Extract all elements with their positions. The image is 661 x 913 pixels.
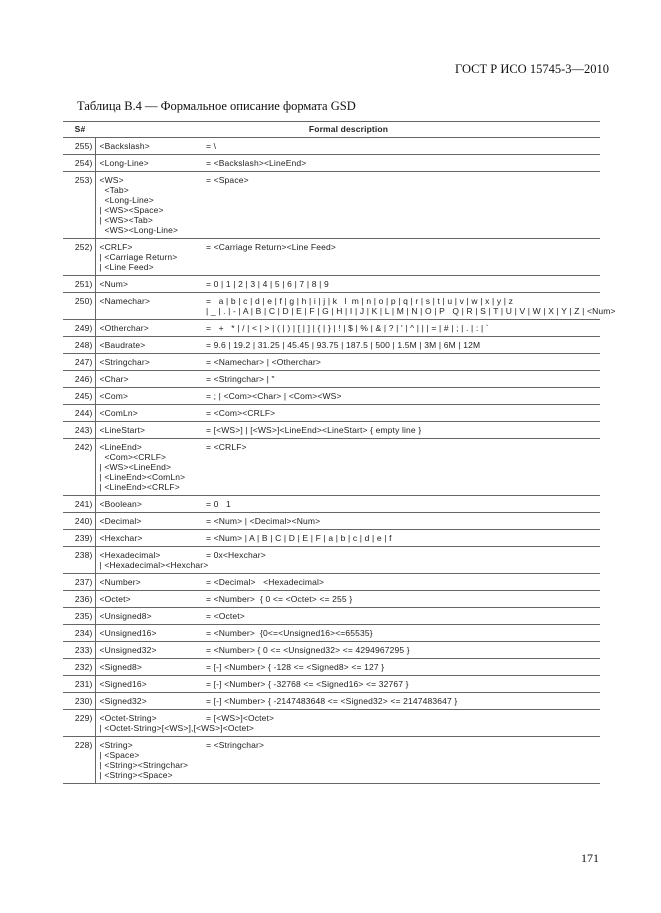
rule-name-line: <Unsigned8> — [99, 611, 152, 621]
rule-number: 247) — [63, 354, 95, 371]
rule-number: 228) — [63, 737, 95, 784]
rule-definition-line: = ; | <Com><Char> | <Com><WS> — [206, 391, 342, 401]
rule-definition-cell — [202, 496, 600, 513]
rule-definition-line: | _ | . | - | A | B | C | D | E | F | G | H | I | J | K | L | M | N | O | P Q | R | S | T | U | V | W | X | Y | Z | <Num> — [206, 306, 616, 316]
rule-definition-line: = <Backslash><LineEnd> — [206, 158, 307, 168]
rule-definition-line: = \ — [206, 141, 217, 151]
rule-definition-line: = <Com><CRLF> — [206, 408, 276, 418]
rule-definition-line: = [-] <Number> { -2147483648 <= <Signed32> <= 2147483647 } — [206, 696, 458, 706]
rule-name-line: <Backslash> — [99, 141, 150, 151]
rule-name-line: <Number> — [99, 577, 141, 587]
rule-number: 231) — [63, 676, 95, 693]
rule-definition-line: = [<WS>] | [<WS>]<LineEnd><LineStart> { empty line } — [206, 425, 422, 435]
rule-name-line: <Octet-String> — [99, 713, 157, 723]
rule-name-line: | <String><Space> — [99, 770, 173, 780]
rule-name-cell — [95, 405, 202, 422]
rule-number: 252) — [63, 239, 95, 276]
rule-name-cell — [95, 439, 202, 496]
rule-name-line: <Long-Line> — [99, 195, 154, 205]
rule-number: 243) — [63, 422, 95, 439]
rule-name-line: <Long-Line> — [99, 158, 149, 168]
page-number: 171 — [581, 851, 599, 865]
rule-name-line: | <Space> — [99, 750, 140, 760]
table-row — [63, 276, 600, 293]
rule-definition-line: = + * | / | < | > | ( | ) | [ | ] | { | } | ! | $ | % | & | ? | ' | ^ | | | = | # | ; | . | : | ` — [206, 323, 489, 333]
rule-number: 235) — [63, 608, 95, 625]
rule-name-line: <Unsigned32> — [99, 645, 157, 655]
rule-name-line: <ComLn> — [99, 408, 138, 418]
table-row — [63, 496, 600, 513]
rule-name-line: <Num> — [99, 279, 129, 289]
rule-definition-cell — [202, 659, 600, 676]
table-row — [63, 530, 600, 547]
rule-number: 230) — [63, 693, 95, 710]
column-header-formal-description: Formal description — [95, 122, 600, 138]
table-row — [63, 642, 600, 659]
rule-name-line: <Signed8> — [99, 662, 142, 672]
rule-definition-line: = <Decimal> <Hexadecimal> — [206, 577, 325, 587]
rule-name-cell — [95, 239, 202, 276]
table-row — [63, 354, 600, 371]
rule-name-line: <Decimal> — [99, 516, 142, 526]
rule-name-cell — [95, 642, 202, 659]
rule-name-cell — [95, 710, 255, 737]
table-row — [63, 608, 600, 625]
rule-name-cell — [95, 659, 202, 676]
rule-name-cell — [95, 172, 202, 239]
rule-name-cell — [95, 547, 209, 574]
rule-definition-cell — [202, 625, 600, 642]
table-row — [63, 239, 600, 276]
table-row — [63, 625, 600, 642]
rule-name-cell — [95, 155, 202, 172]
rule-name-line: | <LineEnd><CRLF> — [99, 482, 180, 492]
table-row — [63, 138, 600, 155]
rule-name-line: <WS><Long-Line> — [99, 225, 179, 235]
rule-number: 242) — [63, 439, 95, 496]
table-row — [63, 547, 600, 574]
rule-definition-line: = <Number> { 0 <= <Octet> <= 255 } — [206, 594, 353, 604]
rule-number: 254) — [63, 155, 95, 172]
table-row — [63, 371, 600, 388]
document-header: ГОСТ Р ИСО 15745-3—2010 — [455, 62, 609, 76]
rule-name-line: | <Carriage Return> — [99, 252, 178, 262]
rule-definition-line: = <Namechar> | <Otherchar> — [206, 357, 322, 367]
rule-definition-line: = 0x<Hexchar> — [206, 550, 266, 560]
rule-name-line: <Boolean> — [99, 499, 142, 509]
rule-definition-line: = [-] <Number> { -128 <= <Signed8> <= 127 } — [206, 662, 385, 672]
table-row — [63, 693, 600, 710]
rule-name-cell — [95, 422, 202, 439]
table-row — [63, 591, 600, 608]
rule-name-line: | <WS><Tab> — [99, 215, 153, 225]
table-row — [63, 659, 600, 676]
table-row — [63, 574, 600, 591]
table-row — [63, 337, 600, 354]
rule-definition-cell — [202, 155, 600, 172]
rule-name-cell — [95, 371, 202, 388]
table-row — [63, 320, 600, 337]
rule-name-cell — [95, 354, 202, 371]
rule-name-line: | <String><Stringchar> — [99, 760, 189, 770]
rule-number: 250) — [63, 293, 95, 320]
rule-definition-cell — [202, 591, 600, 608]
rule-definition-line: = <Number> {0<=<Unsigned16><=65535} — [206, 628, 373, 638]
rule-definition-cell — [202, 354, 600, 371]
table-row — [63, 710, 600, 737]
rule-name-line: <LineEnd> — [99, 442, 142, 452]
rule-definition-line: = <Num> | <Decimal><Num> — [206, 516, 321, 526]
rule-definition-cell — [202, 574, 600, 591]
rule-name-line: <Namechar> — [99, 296, 151, 306]
rule-name-line: <Char> — [99, 374, 129, 384]
rule-number: 246) — [63, 371, 95, 388]
rule-definition-cell — [202, 642, 600, 659]
table-row — [63, 439, 600, 496]
rule-name-cell — [95, 138, 202, 155]
rule-name-line: | <WS><Space> — [99, 205, 164, 215]
rule-definition-cell — [202, 608, 600, 625]
rule-number: 255) — [63, 138, 95, 155]
table-row — [63, 155, 600, 172]
rule-number: 251) — [63, 276, 95, 293]
rule-name-cell — [95, 737, 202, 784]
rule-definition-cell — [202, 547, 600, 574]
rule-definition-line: = <CRLF> — [206, 442, 247, 452]
rule-number: 245) — [63, 388, 95, 405]
rule-name-line: <Signed32> — [99, 696, 147, 706]
rule-name-cell — [95, 625, 202, 642]
table-row — [63, 676, 600, 693]
rule-definition-cell — [202, 422, 600, 439]
rule-name-cell — [95, 530, 202, 547]
rule-definition-line: = a | b | c | d | e | f | g | h | i | j | k l m | n | o | p | q | r | s | t | u | v | w | x | y | z — [206, 296, 514, 306]
rule-definition-line: = 0 | 1 | 2 | 3 | 4 | 5 | 6 | 7 | 8 | 9 — [206, 279, 329, 289]
rule-definition-cell — [202, 513, 600, 530]
rule-name-cell — [95, 608, 202, 625]
rule-number: 241) — [63, 496, 95, 513]
rule-name-cell — [95, 276, 202, 293]
rule-definition-line: = <Number> { 0 <= <Unsigned32> <= 4294967295 } — [206, 645, 410, 655]
rule-definition-line: = 9.6 | 19.2 | 31.25 | 45.45 | 93.75 | 187.5 | 500 | 1.5M | 3M | 6M | 12M — [206, 340, 481, 350]
rule-name-line: | <Line Feed> — [99, 262, 154, 272]
rule-name-line: | <Hexadecimal><Hexchar> — [99, 560, 209, 570]
rule-number: 253) — [63, 172, 95, 239]
rule-name-line: <Stringchar> — [99, 357, 150, 367]
rule-name-cell — [95, 693, 202, 710]
rule-definition-cell — [202, 693, 600, 710]
rule-definition-cell — [202, 388, 600, 405]
rule-name-line: <Tab> — [99, 185, 129, 195]
table-row — [63, 405, 600, 422]
rule-definition-line: = <Space> — [206, 175, 249, 185]
rule-definition-cell — [202, 138, 600, 155]
rule-definition-cell — [202, 737, 600, 784]
rule-name-line: <Hexchar> — [99, 533, 143, 543]
rule-number: 233) — [63, 642, 95, 659]
rule-number: 229) — [63, 710, 95, 737]
table-row — [63, 422, 600, 439]
rule-number: 248) — [63, 337, 95, 354]
rule-number: 232) — [63, 659, 95, 676]
table-caption: Таблица B.4 — Формальное описание формата GSD — [77, 99, 356, 113]
rule-name-cell — [95, 591, 202, 608]
rule-name-line: <LineStart> — [99, 425, 146, 435]
rule-definition-line: = <Stringchar> | " — [206, 374, 275, 384]
rule-definition-cell — [202, 276, 600, 293]
table-body — [63, 138, 616, 784]
rule-name-line: <WS> — [99, 175, 124, 185]
rule-definition-cell — [202, 530, 600, 547]
rule-number: 244) — [63, 405, 95, 422]
rule-name-cell — [95, 513, 202, 530]
rule-definition-cell — [202, 320, 600, 337]
rule-number: 239) — [63, 530, 95, 547]
rule-definition-cell — [202, 439, 600, 496]
table-row — [63, 513, 600, 530]
rule-definition-line: = <Carriage Return><Line Feed> — [206, 242, 336, 252]
table-row — [63, 388, 600, 405]
rule-definition-line: = 0 1 — [206, 499, 231, 509]
rule-number: 236) — [63, 591, 95, 608]
rule-name-line: <Unsigned16> — [99, 628, 157, 638]
rule-definition-cell — [202, 293, 616, 320]
rule-definition-cell — [202, 405, 600, 422]
rule-name-line: <String> — [99, 740, 133, 750]
rule-definition-cell — [202, 172, 600, 239]
table-header-row — [63, 122, 600, 138]
gsd-table — [63, 121, 616, 784]
rule-name-line: | <LineEnd><ComLn> — [99, 472, 186, 482]
rule-definition-cell — [202, 239, 600, 276]
rule-definition-line: = <Num> | A | B | C | D | E | F | a | b | c | d | e | f — [206, 533, 392, 543]
table-row — [63, 737, 600, 784]
rule-definition-line: = [<WS>]<Octet> — [206, 713, 275, 723]
rule-name-line: <Com><CRLF> — [99, 452, 167, 462]
column-header-sn: S# — [63, 122, 95, 138]
rule-name-line: <Signed16> — [99, 679, 147, 689]
rule-name-line: <Otherchar> — [99, 323, 149, 333]
rule-name-cell — [95, 676, 202, 693]
rule-name-cell — [95, 320, 202, 337]
rule-name-cell — [95, 293, 202, 320]
rule-name-cell — [95, 388, 202, 405]
rule-name-line: <Com> — [99, 391, 129, 401]
rule-number: 237) — [63, 574, 95, 591]
rule-definition-line: = <Stringchar> — [206, 740, 265, 750]
rule-name-line: <Hexadecimal> — [99, 550, 161, 560]
rule-number: 234) — [63, 625, 95, 642]
rule-number: 238) — [63, 547, 95, 574]
rule-name-line: <Baudrate> — [99, 340, 146, 350]
rule-definition-line: = <Octet> — [206, 611, 245, 621]
table-row — [63, 293, 600, 320]
rule-definition-cell — [202, 371, 600, 388]
rule-number: 249) — [63, 320, 95, 337]
rule-name-line: | <Octet-String>[<WS>],[<WS>]<Octet> — [99, 723, 255, 733]
rule-definition-cell — [202, 676, 600, 693]
rule-name-line: <CRLF> — [99, 242, 133, 252]
rule-name-cell — [95, 337, 202, 354]
rule-name-cell — [95, 496, 202, 513]
rule-definition-cell — [202, 337, 600, 354]
table-row — [63, 172, 600, 239]
rule-name-cell — [95, 574, 202, 591]
rule-name-line: | <WS><LineEnd> — [99, 462, 172, 472]
rule-name-line: <Octet> — [99, 594, 131, 604]
rule-definition-line: = [-] <Number> { -32768 <= <Signed16> <= 32767 } — [206, 679, 409, 689]
rule-number: 240) — [63, 513, 95, 530]
rule-definition-cell — [202, 710, 600, 737]
